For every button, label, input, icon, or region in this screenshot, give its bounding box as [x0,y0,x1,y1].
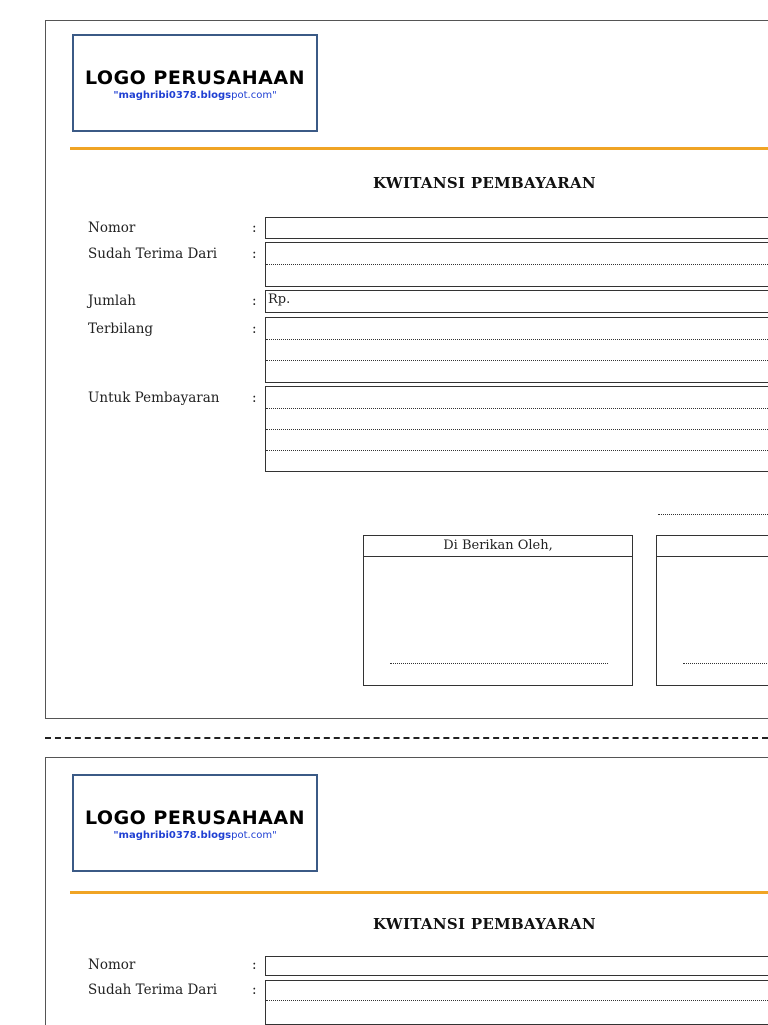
sudah-terima-dari-field[interactable] [265,980,768,1025]
sudah-terima-dari-field[interactable] [265,242,768,287]
dotted-line [266,1000,768,1001]
nomor-field[interactable] [265,956,768,976]
colon: : [252,246,257,262]
dotted-line [266,450,768,451]
logo-url: "maghribi0378.blogspot.com" [113,90,277,101]
label-terbilang: Terbilang [88,321,154,337]
logo-url: "maghribi0378.blogspot.com" [113,830,277,841]
terbilang-field[interactable] [265,317,768,383]
dotted-line [266,429,768,430]
cut-line [45,737,768,739]
received-by-signature-box [656,535,768,686]
header-divider [70,891,768,894]
dotted-line [266,408,768,409]
receipt-title: KWITANSI PEMBAYARAN [373,915,596,933]
label-nomor: Nomor [88,220,136,236]
dotted-line [266,360,768,361]
currency-prefix: Rp. [268,292,291,307]
receipt-title: KWITANSI PEMBAYARAN [373,174,596,192]
colon: : [252,293,257,309]
dotted-line [266,339,768,340]
receipt-card-2 [45,757,768,1025]
colon: : [252,321,257,337]
company-logo [72,34,318,132]
colon: : [252,390,257,406]
date-line [658,514,768,515]
signature-line [390,663,608,664]
colon: : [252,220,257,236]
receipt-card-1 [45,20,768,719]
given-by-signature-box [363,535,633,686]
label-sudah-terima-dari: Sudah Terima Dari [88,246,218,262]
label-jumlah: Jumlah [88,293,136,309]
received-by-header [657,536,768,557]
nomor-field[interactable] [265,217,768,239]
logo-title: LOGO PERUSAHAAN [84,67,305,89]
logo-title: LOGO PERUSAHAAN [84,807,305,829]
header-divider [70,147,768,150]
given-by-label: Di Berikan Oleh, [364,536,632,557]
untuk-pembayaran-field[interactable] [265,386,768,472]
colon: : [252,982,257,998]
colon: : [252,957,257,973]
label-sudah-terima-dari: Sudah Terima Dari [88,982,218,998]
jumlah-field[interactable] [265,290,768,313]
label-nomor: Nomor [88,957,136,973]
label-untuk-pembayaran: Untuk Pembayaran [88,390,220,406]
company-logo [72,774,318,872]
dotted-line [266,264,768,265]
signature-line [683,663,768,664]
